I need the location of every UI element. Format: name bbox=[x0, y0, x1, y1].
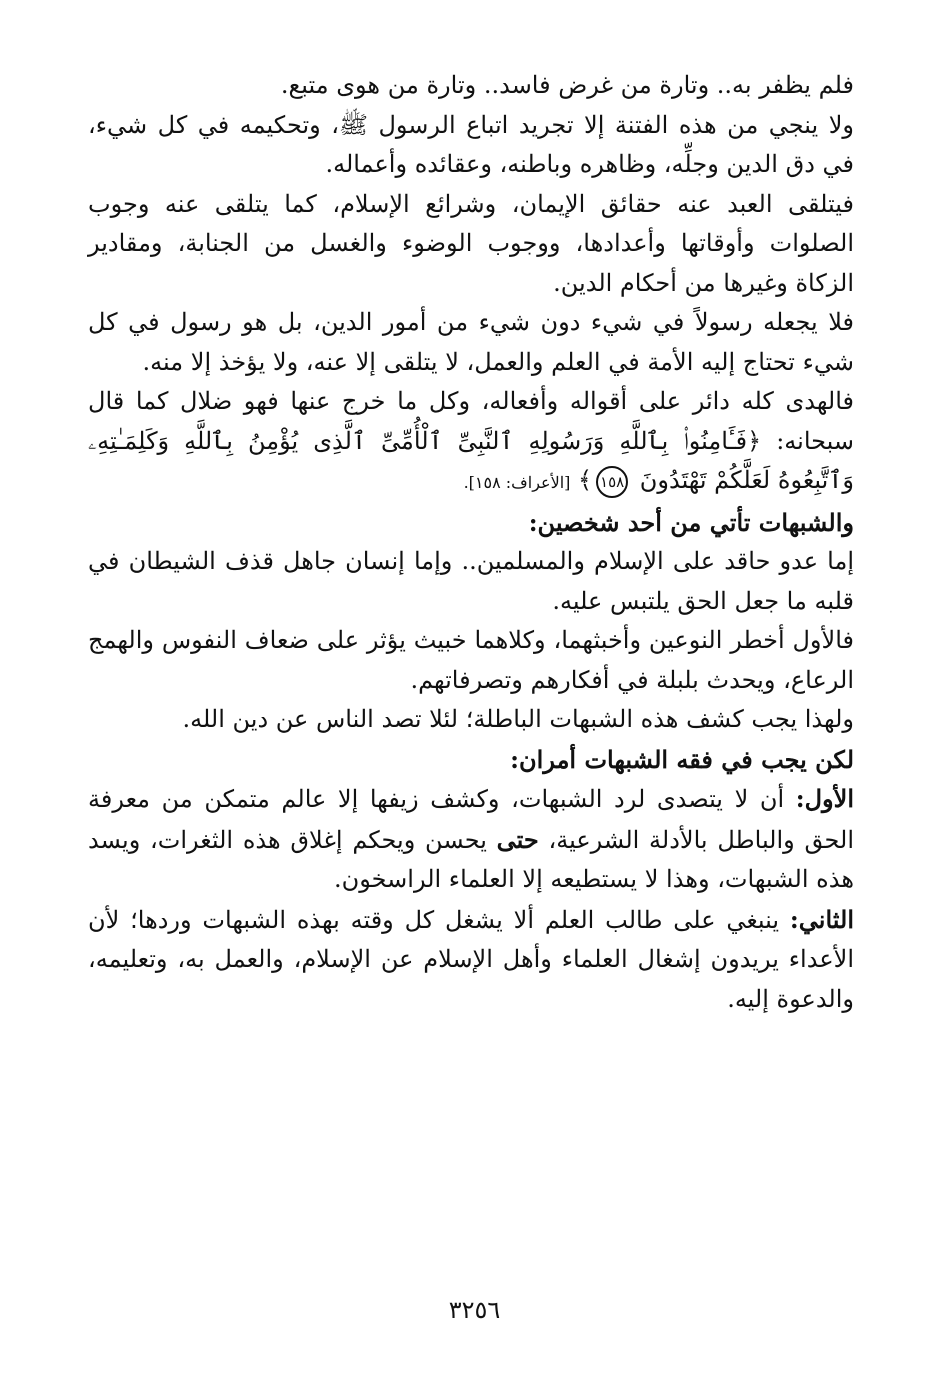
second-point-text: ينبغي على طالب العلم ألا يشغل كل وقته بهذه الشبهات وردها؛ لأن الأعداء يريدون إشغال العلماء وأهل الإسلام عن الإسلام، والعمل به، وتعليمه، والدعوة إليه. bbox=[88, 905, 854, 1013]
paragraph-1: فلم يظفر به.. وتارة من غرض فاسد.. وتارة من هوى متبع. bbox=[280, 71, 854, 99]
first-point-label: الأول: bbox=[795, 784, 854, 813]
paragraph-5-text: فالهدى كله دائر على أقواله وأفعاله، وكل ما خرج عنها فهو ضلال كما قال سبحانه: bbox=[88, 387, 854, 455]
section-heading-2: لكن يجب في فقه الشبهات أمران: bbox=[510, 744, 854, 774]
paragraph-2: ولا ينجي من هذه الفتنة إلا تجريد اتباع الرسول ﷺ، وتحكيمه في كل شيء، في دق الدين وجلِّه، وظاهره وباطنه، وعقائده وأعماله. bbox=[88, 110, 854, 178]
paragraph-10 bbox=[88, 900, 854, 1020]
section-heading-1: والشبهات تأتي من أحد شخصين: bbox=[528, 507, 854, 537]
page-number: ٣٢٥٦ bbox=[448, 1296, 501, 1324]
verse-reference: [الأعراف: ١٥٨]. bbox=[463, 473, 571, 492]
paragraph-4: فلا يجعله رسولاً في شيء دون شيء من أمور الدين، بل هو رسول في كل شيء تحتاج إليه الأمة في العلم والعمل، لا يتلقى إلا عنه، ولا يؤخذ إلا منه. bbox=[88, 308, 854, 376]
second-point-label: الثاني: bbox=[789, 904, 854, 934]
paragraph-3: فيتلقى العبد عنه حقائق الإيمان، وشرائع الإسلام، كما يتلقى عنه وجوب الصلوات وأوقاتها وأعدادها، ووجوب الوضوء والغسل من الجنابة، ومقادير الزكاة وغيرها من أحكام الدين. bbox=[88, 189, 854, 297]
paragraph-5 bbox=[88, 382, 854, 503]
page-body bbox=[88, 66, 854, 1019]
paragraph-6: إما عدو حاقد على الإسلام والمسلمين.. وإما إنسان جاهل قذف الشيطان في قلبه ما جعل الحق يلتبس عليه. bbox=[88, 547, 855, 615]
first-point-text-b: يحسن ويحكم إغلاق هذه الثغرات، ويسد هذه الشبهات، وهذا لا يستطيعه إلا العلماء الراسخون. bbox=[88, 825, 854, 893]
verse-close-bracket: ﴾ bbox=[578, 466, 593, 494]
first-point-emphasis: حتى bbox=[496, 824, 539, 854]
paragraph-9 bbox=[88, 779, 854, 900]
paragraph-8: ولهذا يجب كشف هذه الشبهات الباطلة؛ لئلا تصد الناس عن دين الله. bbox=[182, 705, 854, 733]
first-point-text-a: أن لا يتصدى لرد الشبهات، وكشف زيفها إلا عالم متمكن من معرفة الحق والباطل بالأدلة الشرعية، bbox=[88, 785, 854, 854]
verse-number-badge: ١٥٨ bbox=[596, 466, 628, 498]
paragraph-7: فالأول أخطر النوعين وأخبثهما، وكلاهما خبيث يؤثر على ضعاف النفوس والهمج الرعاع، ويحدث بلبلة في أفكارهم وتصرفاتهم. bbox=[88, 626, 854, 694]
quran-verse: ﴿فَـَٔامِنُوا۟ بِٱللَّهِ وَرَسُولِهِ ٱلنَّبِىِّ ٱلْأُمِّىِّ ٱلَّذِى يُؤْمِنُ بِٱللَّهِ وَكَلِمَـٰتِهِۦ وَٱتَّبِعُوهُ لَعَلَّكُمْ تَهْتَدُونَ bbox=[88, 426, 854, 494]
